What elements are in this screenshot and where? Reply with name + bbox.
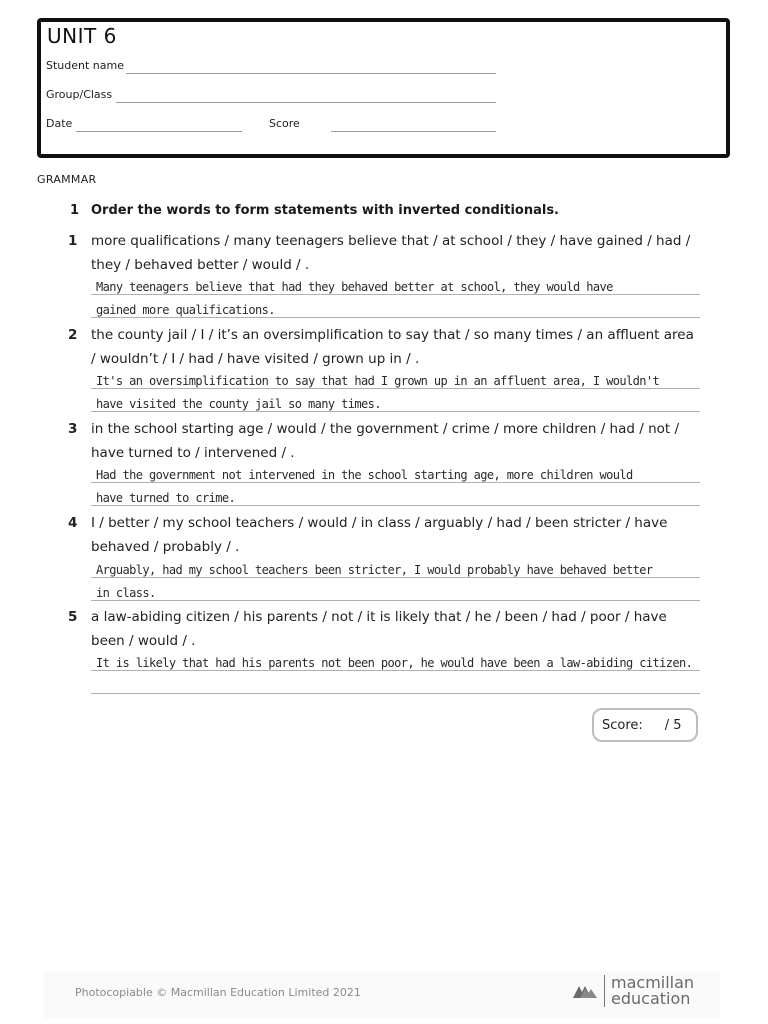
answer-line[interactable]: [91, 505, 700, 506]
answer-line[interactable]: [91, 411, 700, 412]
question-number: 5: [68, 609, 78, 625]
answer-line[interactable]: [91, 670, 700, 671]
question-prompt: I / better / my school teachers / would / in class / arguably / had / been stricter / have behaved / probably / .: [91, 515, 668, 555]
score-box-label: Score:: [602, 717, 643, 733]
copyright-text: Photocopiable © Macmillan Education Limited 2021: [75, 986, 361, 999]
answer-text: in class.: [96, 586, 156, 600]
logo-text-line-2: education: [611, 989, 691, 1008]
publisher-logo: [572, 975, 694, 1007]
answer-line[interactable]: [91, 317, 700, 318]
answer-line[interactable]: [91, 294, 700, 295]
answer-text: It is likely that had his parents not been poor, he would have been a law-abiding citizen.: [96, 656, 693, 670]
answer-text: It's an oversimplification to say that had I grown up in an affluent area, I wouldn't: [96, 374, 660, 388]
macmillan-logo-icon: [572, 981, 598, 1001]
score-label: Score: [269, 117, 300, 130]
answer-line[interactable]: [91, 388, 700, 389]
question-prompt: a law-abiding citizen / his parents / not / it is likely that / he / been / had / poor / have been / would / .: [91, 609, 667, 649]
exercise-number: 1: [70, 203, 80, 218]
question-prompt: the county jail / I / it’s an oversimplification to say that / so many times / an affluent area / wouldn’t / I / had / have visited / grown up in / .: [91, 327, 694, 367]
score-total: / 5: [664, 717, 682, 733]
student-name-label: Student name: [46, 59, 124, 72]
logo-divider: [604, 975, 605, 1007]
answer-text: have turned to crime.: [96, 491, 236, 505]
question-prompt: in the school starting age / would / the government / crime / more children / had / not / have turned to / intervened / .: [91, 421, 680, 461]
question-number: 1: [68, 233, 78, 249]
answer-text: have visited the county jail so many times.: [96, 397, 381, 411]
date-field[interactable]: [76, 131, 242, 132]
answer-text: Arguably, had my school teachers been stricter, I would probably have behaved better: [96, 563, 653, 577]
answer-text: Many teenagers believe that had they behaved better at school, they would have: [96, 280, 613, 294]
question-number: 2: [68, 327, 78, 343]
question-number: 3: [68, 421, 78, 437]
score-field[interactable]: [331, 131, 496, 132]
logo-text-line-1: macmillan: [611, 973, 695, 992]
score-box: [592, 708, 698, 742]
answer-line[interactable]: [91, 482, 700, 483]
answer-line[interactable]: [91, 600, 700, 601]
student-info-box: [37, 18, 730, 158]
question-prompt: more qualifications / many teenagers believe that / at school / they / have gained / had / they / behaved better / would / .: [91, 233, 691, 273]
answer-line[interactable]: [91, 577, 700, 578]
unit-title: UNIT 6: [47, 24, 117, 48]
answer-text: gained more qualifications.: [96, 303, 275, 317]
group-class-label: Group/Class: [46, 88, 113, 101]
exercise-instruction: Order the words to form statements with inverted conditionals.: [91, 203, 559, 218]
answer-text: Had the government not intervened in the school starting age, more children would: [96, 468, 633, 482]
section-heading: GRAMMAR: [37, 173, 97, 186]
question-number: 4: [68, 515, 78, 531]
student-name-field[interactable]: [126, 73, 496, 74]
group-class-field[interactable]: [116, 102, 496, 103]
date-label: Date: [46, 117, 73, 130]
answer-line[interactable]: [91, 693, 700, 694]
